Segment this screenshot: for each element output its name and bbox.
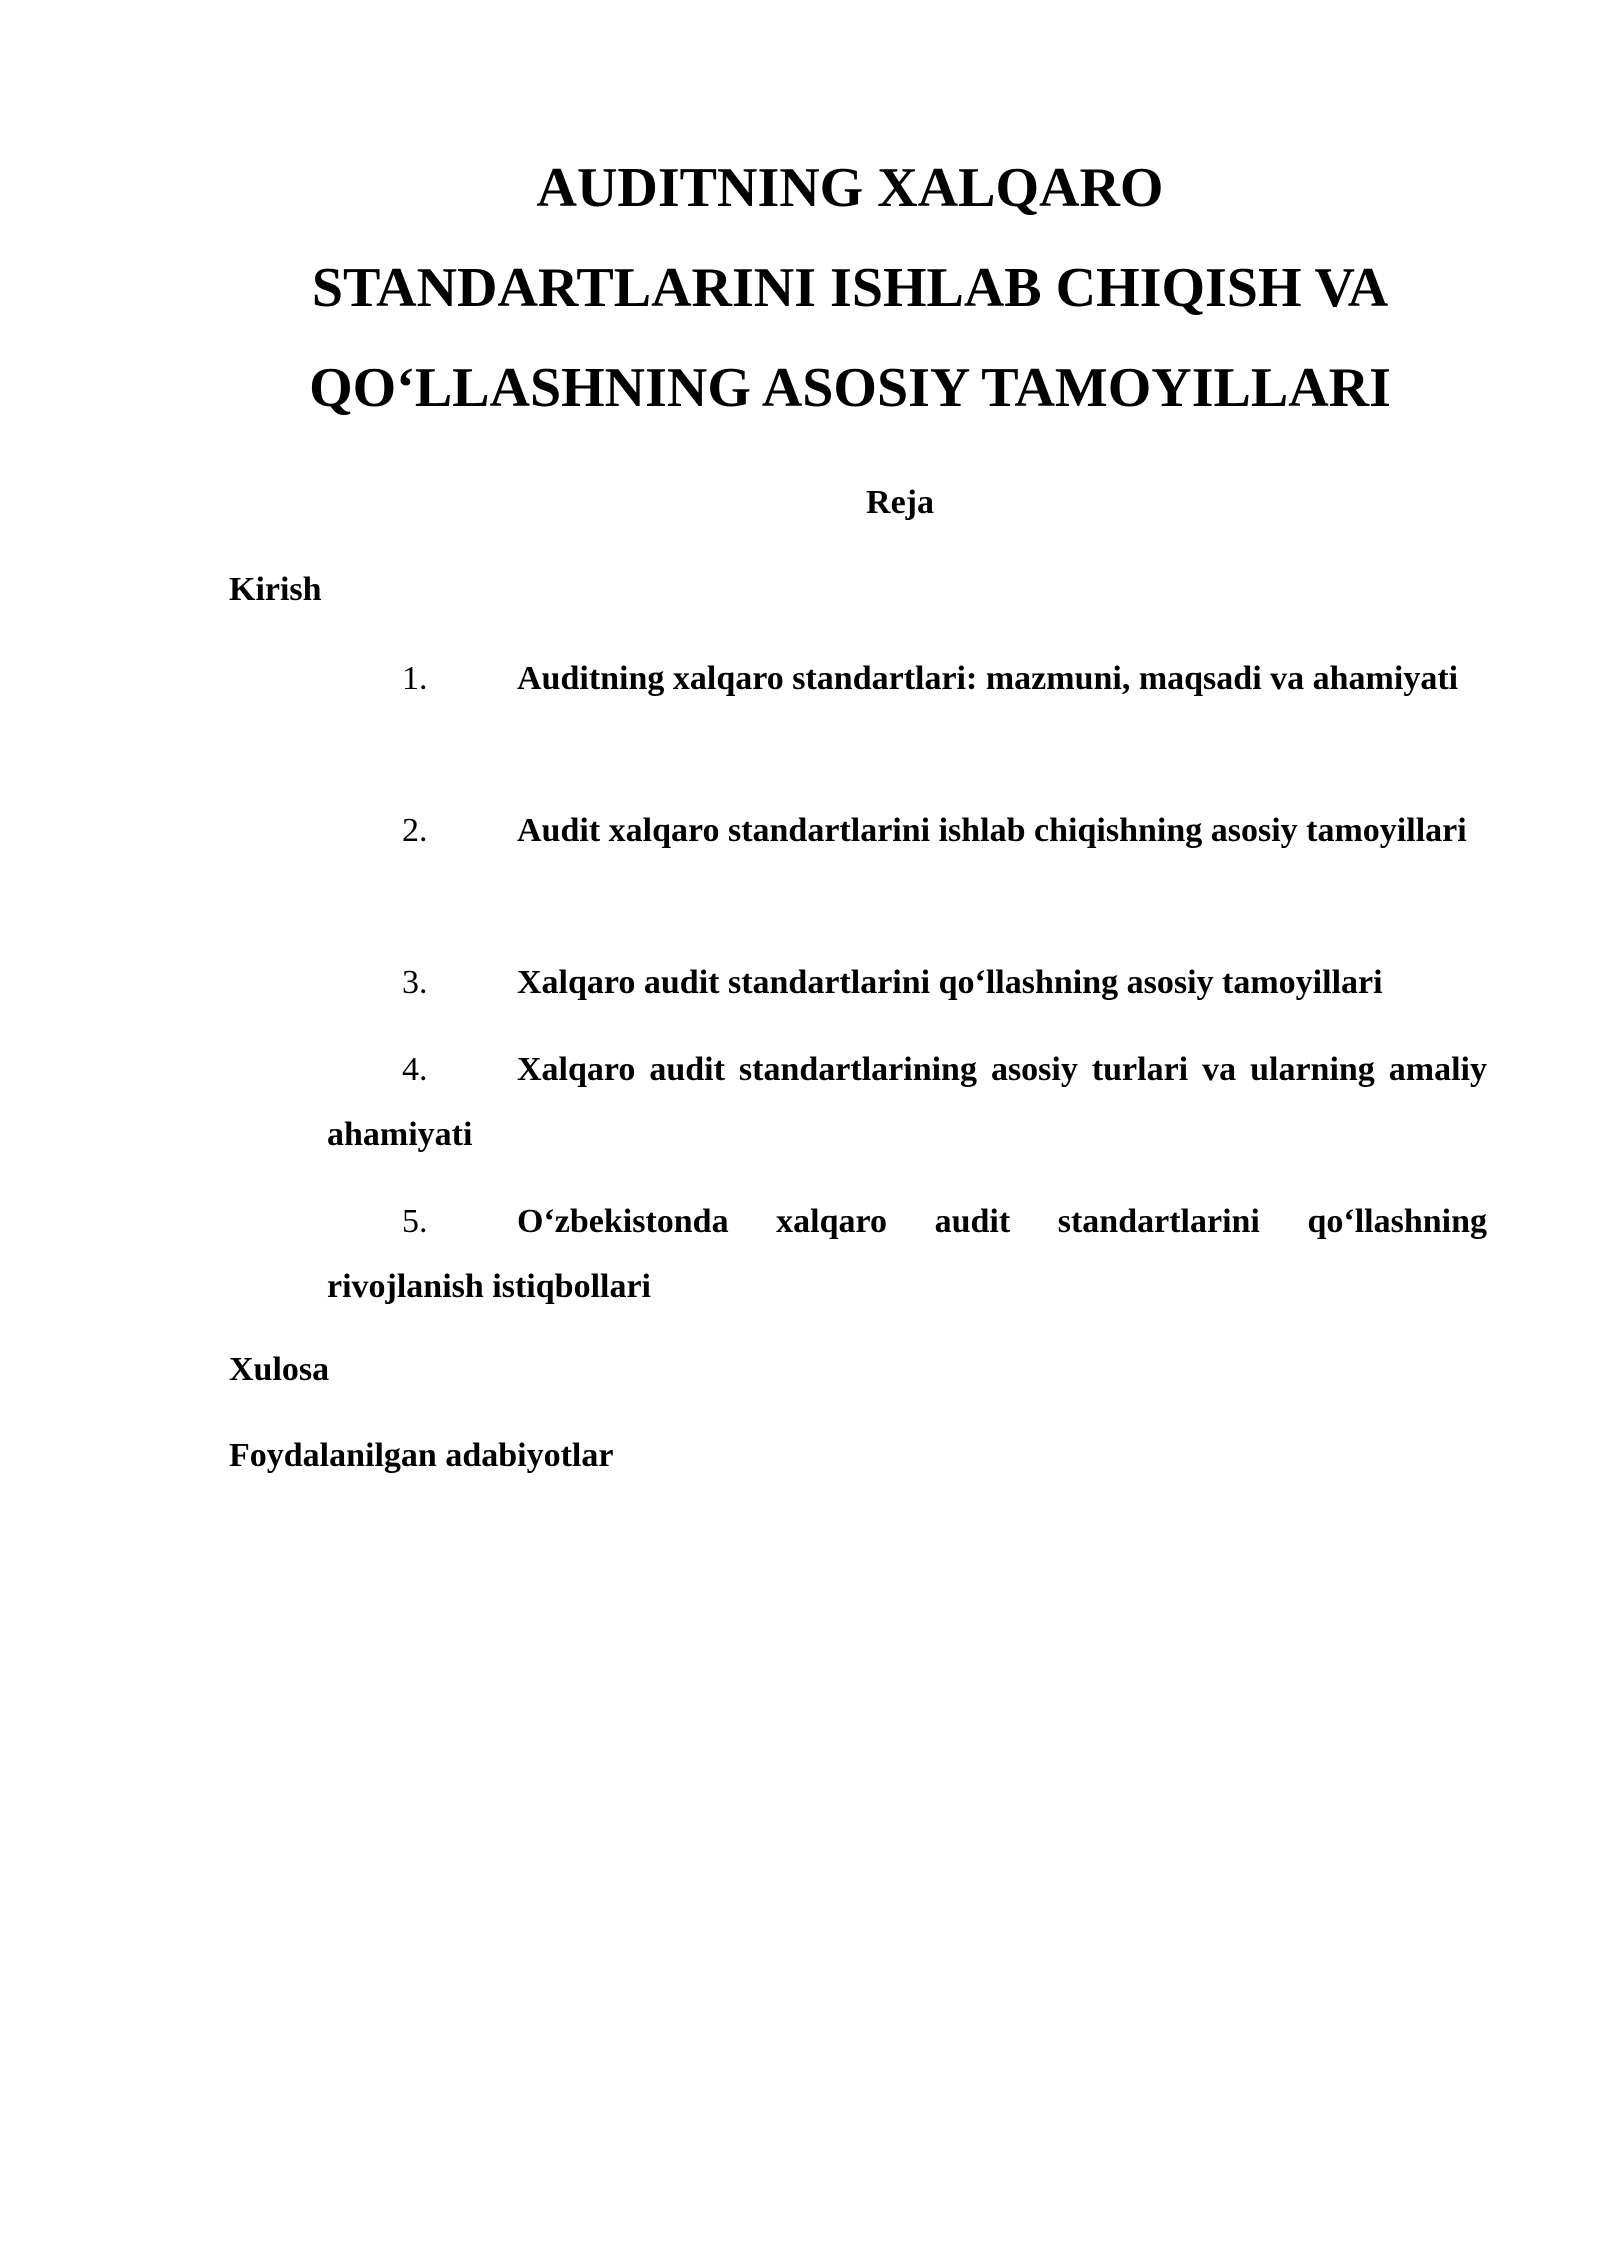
plan-item-text: Audit xalqaro standartlarini ishlab chiqishning asosiy tamoyillari bbox=[517, 812, 1467, 849]
plan-item-text: O‘zbekistonda xalqaro audit standartlarini qo‘llashning rivojlanish istiqbollari bbox=[327, 1203, 1487, 1305]
plan-item bbox=[327, 950, 1487, 1015]
plan-item-number: 5. bbox=[402, 1203, 428, 1240]
intro-heading: Kirish bbox=[229, 571, 322, 608]
plan-heading: Reja bbox=[866, 484, 934, 521]
plan-item-number: 4. bbox=[402, 1051, 428, 1088]
references-heading: Foydalanilgan adabiyotlar bbox=[229, 1437, 614, 1474]
conclusion-heading: Xulosa bbox=[229, 1351, 330, 1388]
plan-item-number: 2. bbox=[402, 812, 428, 849]
plan-item-text: Auditning xalqaro standartlari: mazmuni, maqsadi va ahamiyati bbox=[517, 660, 1459, 697]
plan-item-text: Xalqaro audit standartlarini qo‘llashning asosiy tamoyillari bbox=[517, 964, 1383, 1001]
title-line: QO‘LLASHNING ASOSIY TAMOYILLARI bbox=[309, 357, 1391, 419]
plan-item-number: 1. bbox=[402, 660, 428, 697]
plan-item bbox=[327, 646, 1487, 711]
plan-item-number: 3. bbox=[402, 964, 428, 1001]
title-line: AUDITNING XALQARO bbox=[536, 157, 1164, 219]
plan-item bbox=[327, 798, 1487, 863]
plan-item bbox=[327, 1037, 1487, 1167]
document-title bbox=[200, 138, 1500, 438]
plan-item bbox=[327, 1189, 1487, 1319]
plan-item-text: Xalqaro audit standartlarining asosiy turlari va ularning amaliy ahamiyati bbox=[327, 1051, 1487, 1153]
title-line: STANDARTLARINI ISHLAB CHIQISH VA bbox=[311, 257, 1389, 319]
